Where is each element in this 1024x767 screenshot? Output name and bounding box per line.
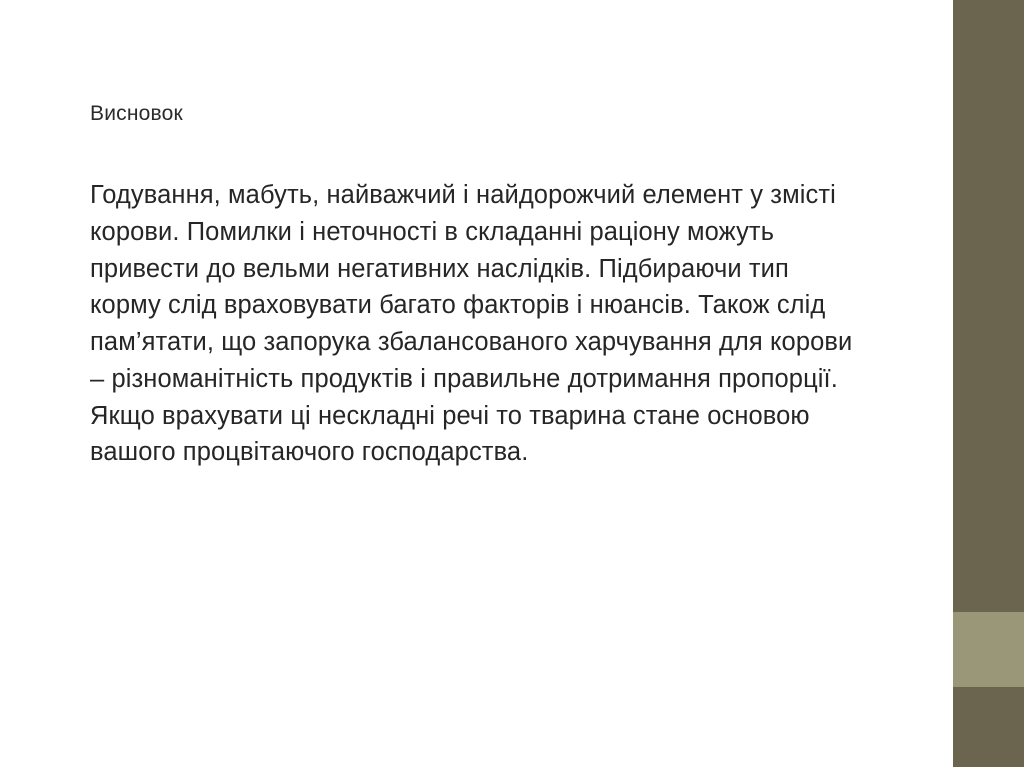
right-accent-bar-top xyxy=(953,0,1024,612)
slide-body-paragraph: Годування, мабуть, найважчий і найдорожчий елемент у змісті корови. Помилки і неточності в складанні раціону можуть привести до вельми негативних наслідків. Підбираючи тип корму слід враховувати багато факторів і нюансів. Також слід пам’ятати, що запорука збалансованого харчування для корови – різноманітність продуктів і правильне дотримання пропорції. Якщо врахувати ці нескладні речі то тварина стане основою вашого процвітаючого господарства. xyxy=(90,181,853,467)
slide-title: Висновок xyxy=(90,102,183,125)
slide-content xyxy=(90,100,880,471)
right-accent-bar-middle xyxy=(953,612,1024,687)
right-accent-bar-bottom xyxy=(953,687,1024,767)
